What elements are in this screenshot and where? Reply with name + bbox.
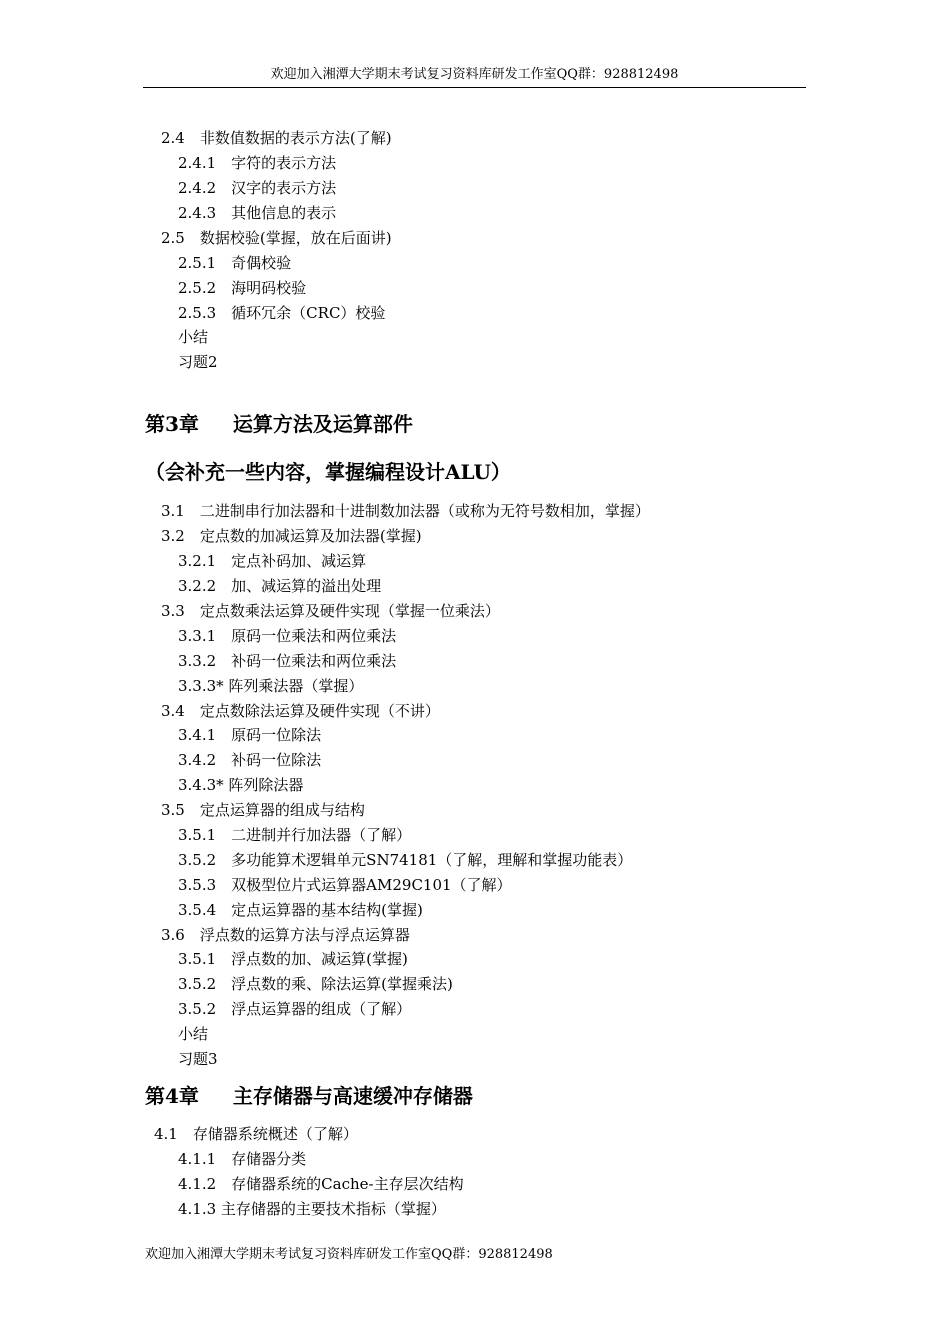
chapter-4-number: 第4章 <box>145 1084 199 1108</box>
toc-entry-3-4-3: 3.4.3* 阵列除法器 <box>178 776 304 794</box>
toc-entry-3-3-3: 3.3.3* 阵列乘法器（掌握） <box>178 677 364 695</box>
toc-entry-3-4: 3.4 定点数除法运算及硬件实现（不讲） <box>161 702 440 720</box>
page-header: 欢迎加入湘潭大学期末考试复习资料库研发工作室QQ群：928812498 <box>270 67 679 82</box>
toc-entry-3-6: 3.6 浮点数的运算方法与浮点运算器 <box>161 926 410 944</box>
chapter-3-heading <box>145 411 413 437</box>
toc-entry-3-3-1: 3.3.1 原码一位乘法和两位乘法 <box>178 627 397 645</box>
toc-entry-3-1: 3.1 二进制串行加法器和十进制数加法器（或称为无符号数相加，掌握） <box>161 502 650 520</box>
toc-entry-2-5-2: 2.5.2 海明码校验 <box>178 279 307 297</box>
header-rule <box>143 87 806 88</box>
toc-entry-3-3: 3.3 定点数乘法运算及硬件实现（掌握一位乘法） <box>161 602 500 620</box>
toc-entry-2-4-2: 2.4.2 汉字的表示方法 <box>178 179 337 197</box>
toc-entry-4-1-1: 4.1.1 存储器分类 <box>178 1150 307 1168</box>
toc-entry-3-3-2: 3.3.2 补码一位乘法和两位乘法 <box>178 652 397 670</box>
toc-entry-2-4-3: 2.4.3 其他信息的表示 <box>178 204 337 222</box>
chapter-3-title: 运算方法及运算部件 <box>232 412 413 436</box>
toc-entry-2-4-1: 2.4.1 字符的表示方法 <box>178 154 337 172</box>
toc-entry-3-2: 3.2 定点数的加减运算及加法器(掌握) <box>161 527 422 545</box>
toc-entry-3-4-2: 3.4.2 补码一位除法 <box>178 751 322 769</box>
toc-entry-3-5-2: 3.5.2 多功能算术逻辑单元SN74181（了解，理解和掌握功能表） <box>178 851 633 869</box>
toc-entry-3-6-3: 3.5.2 浮点运算器的组成（了解） <box>178 1000 412 1018</box>
toc-entry-summary-2: 小结 <box>178 328 209 346</box>
toc-entry-3-2-1: 3.2.1 定点补码加、减运算 <box>178 552 367 570</box>
page-footer: 欢迎加入湘潭大学期末考试复习资料库研发工作室QQ群：928812498 <box>145 1247 553 1262</box>
toc-entry-4-1: 4.1 存储器系统概述（了解） <box>154 1125 358 1143</box>
toc-entry-3-2-2: 3.2.2 加、减运算的溢出处理 <box>178 577 382 595</box>
toc-entry-4-1-2: 4.1.2 存储器系统的Cache-主存层次结构 <box>178 1175 464 1193</box>
toc-entry-3-6-1: 3.5.1 浮点数的加、减运算(掌握) <box>178 950 408 968</box>
chapter-3-number: 第3章 <box>145 412 199 436</box>
toc-entry-3-6-2: 3.5.2 浮点数的乘、除法运算(掌握乘法) <box>178 975 453 993</box>
toc-entry-exercises-2: 习题2 <box>178 353 218 371</box>
toc-entry-4-1-3: 4.1.3 主存储器的主要技术指标（掌握） <box>178 1200 446 1218</box>
toc-entry-summary-3: 小结 <box>178 1025 209 1043</box>
toc-entry-2-5: 2.5 数据校验(掌握，放在后面讲) <box>161 229 392 247</box>
chapter-4-title: 主存储器与高速缓冲存储器 <box>232 1084 473 1108</box>
toc-entry-exercises-3: 习题3 <box>178 1050 218 1068</box>
toc-entry-3-5-4: 3.5.4 定点运算器的基本结构(掌握) <box>178 901 423 919</box>
chapter-3-subtitle: （会补充一些内容，掌握编程设计ALU） <box>145 460 511 484</box>
toc-entry-3-5: 3.5 定点运算器的组成与结构 <box>161 801 365 819</box>
toc-entry-2-4: 2.4 非数值数据的表示方法(了解) <box>161 129 392 147</box>
chapter-4-heading <box>145 1083 473 1109</box>
toc-entry-2-5-3: 2.5.3 循环冗余（CRC）校验 <box>178 304 386 322</box>
toc-entry-3-4-1: 3.4.1 原码一位除法 <box>178 726 322 744</box>
toc-entry-3-5-3: 3.5.3 双极型位片式运算器AM29C101（了解） <box>178 876 512 894</box>
toc-entry-2-5-1: 2.5.1 奇偶校验 <box>178 254 292 272</box>
toc-entry-3-5-1: 3.5.1 二进制并行加法器（了解） <box>178 826 412 844</box>
